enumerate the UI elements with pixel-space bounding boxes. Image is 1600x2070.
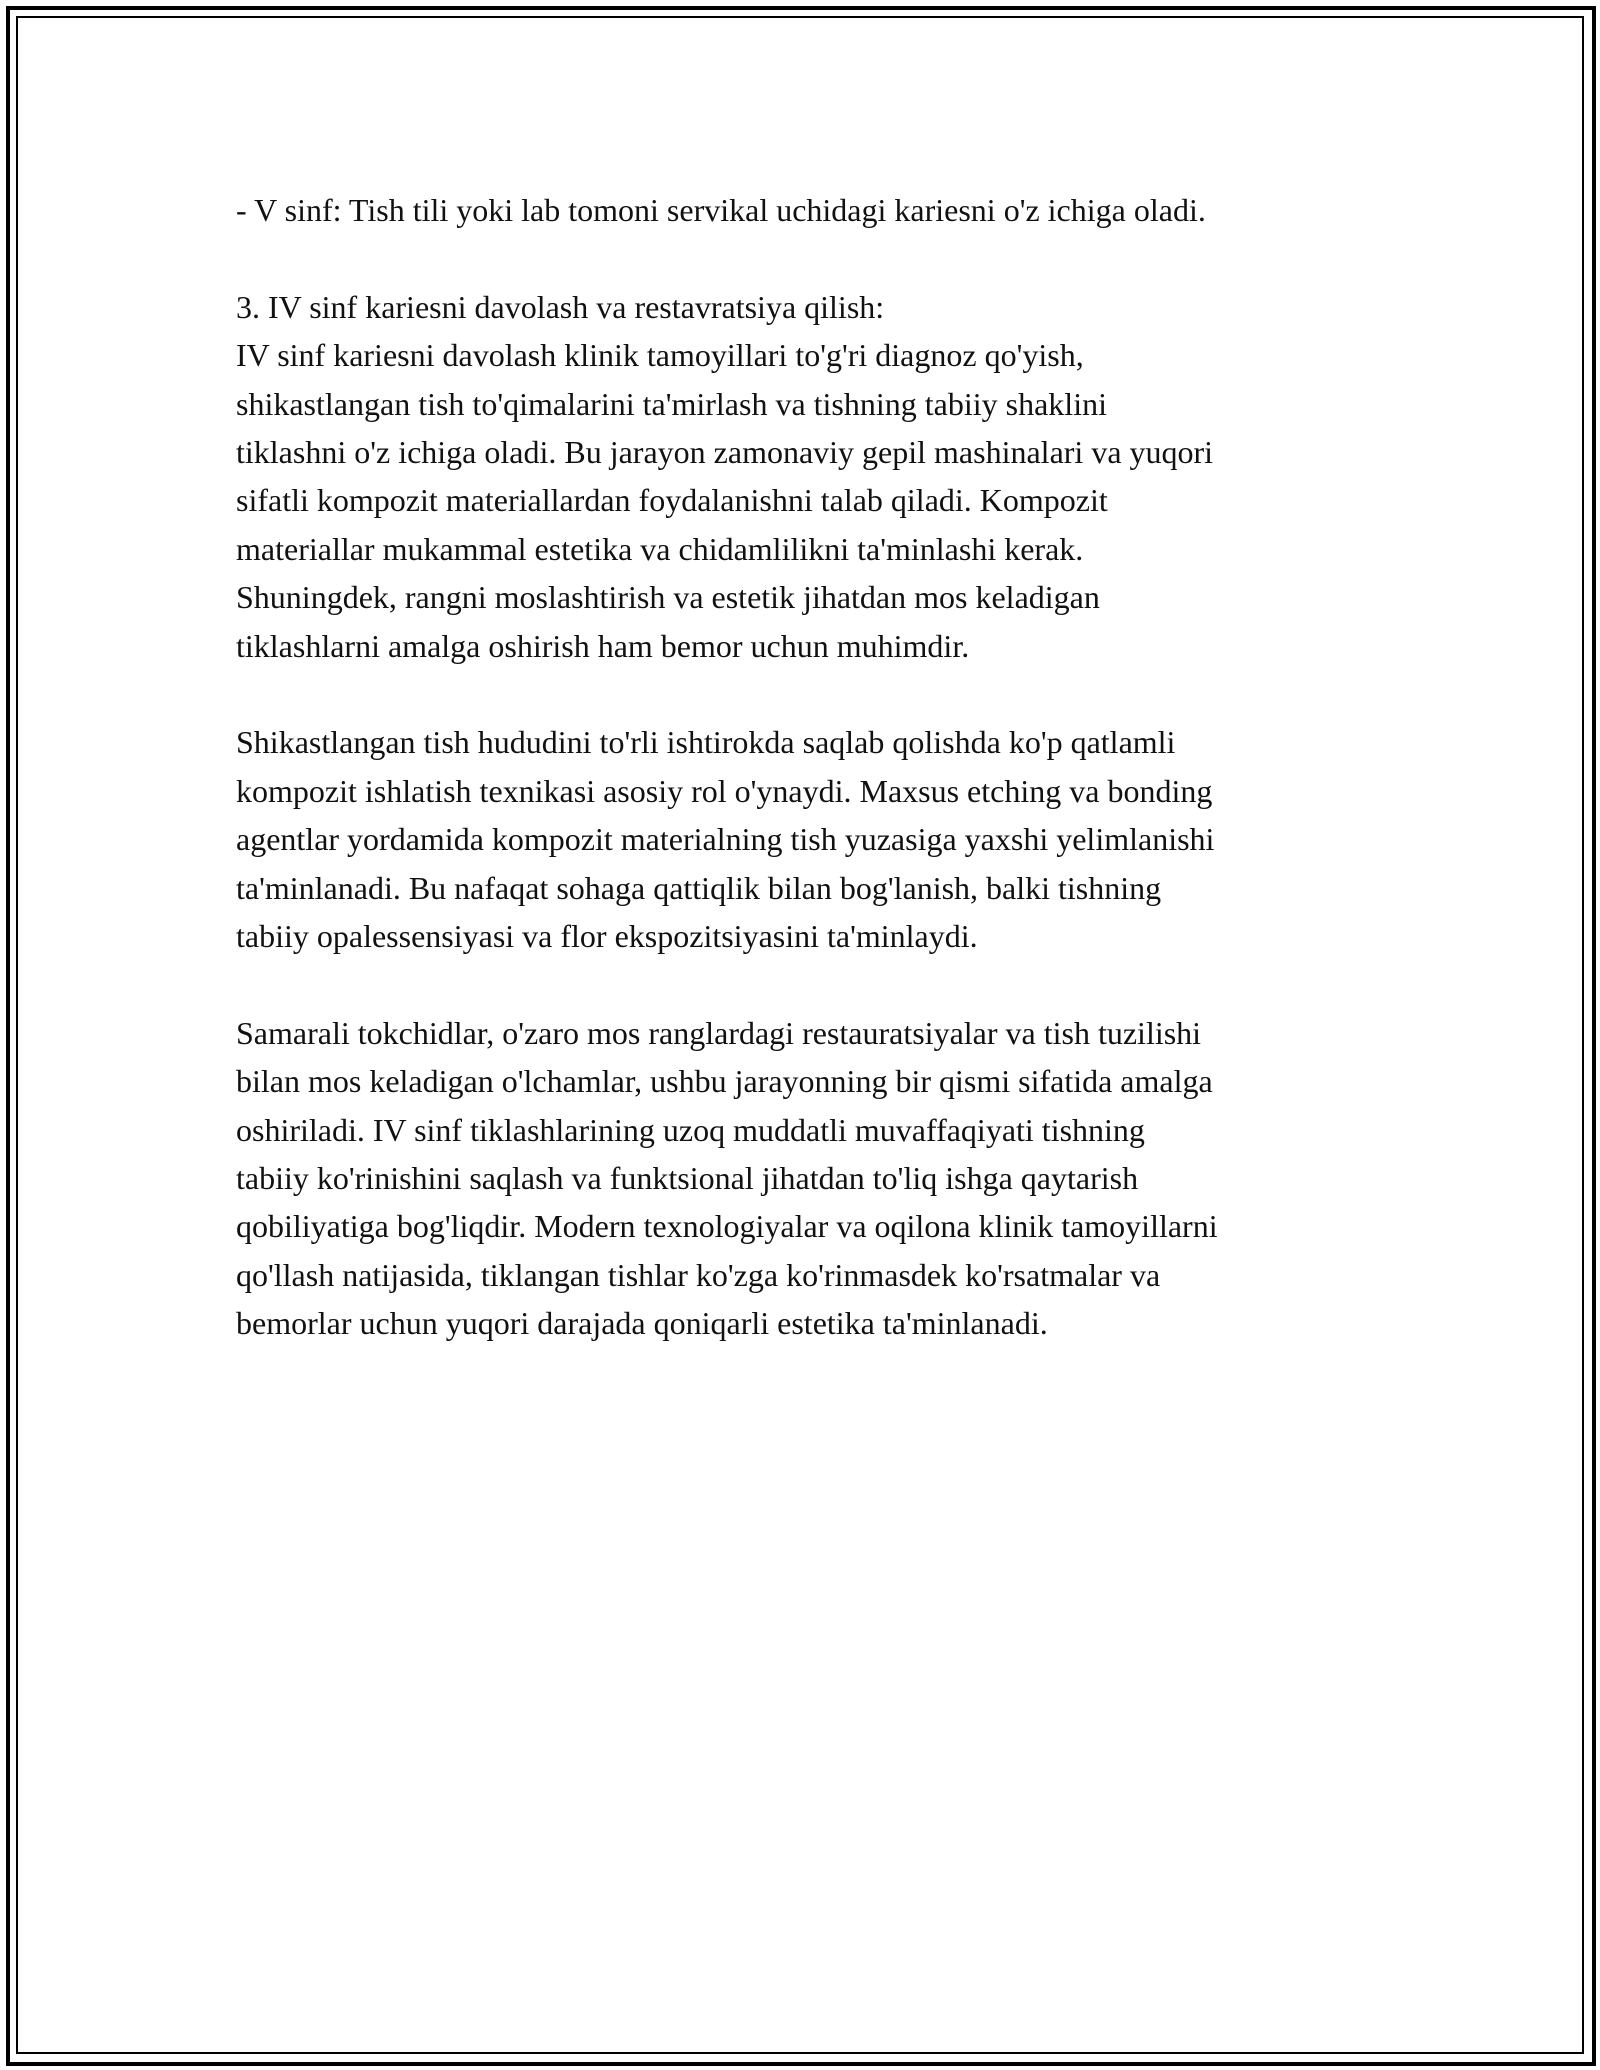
document-body <box>236 186 1386 1348</box>
paragraph-spacer <box>236 234 1386 282</box>
section-heading: 3. IV sinf kariesni davolash va restavratsiya qilish: <box>236 288 885 325</box>
paragraph-layering-technique: Shikastlangan tish hududini to'rli ishtirokda saqlab qolishda ko'p qatlamli kompozit ishlatish texnikasi asosiy rol o'ynaydi. Maxsus etching va bonding agentlar yordamida kompozit materialning tish yuzasiga yaxshi yelimlanishi ta'minlanadi. Bu nafaqat sohaga qattiqlik bilan bog'lanish, balki tishning tabiiy opalessensiyasi va flor ekspozitsiyasini ta'minlaydi. <box>236 724 1215 955</box>
paragraph-spacer <box>236 960 1386 1008</box>
paragraph-spacer <box>236 670 1386 718</box>
class-v-line: - V sinf: Tish tili yoki lab tomoni servikal uchidagi kariesni o'z ichiga oladi. <box>236 192 1206 228</box>
paragraph-long-term-success: Samarali tokchidlar, o'zaro mos ranglardagi restauratsiyalar va tish tuzilishi bilan mos keladigan o'lchamlar, ushbu jarayonning bir qismi sifatida amalga oshiriladi. IV sinf tiklashlarining uzoq muddatli muvaffaqiyati tishning tabiiy ko'rinishini saqlash va funktsional jihatdan to'liq ishga qaytarish qobiliyatiga bog'liqdir. Modern texnologiyalar va oqilona klinik tamoyillarni qo'llash natijasida, tiklangan tishlar ko'zga ko'rinmasdek ko'rsatmalar va bemorlar uchun yuqori darajada qoniqarli estetika ta'minlanadi. <box>236 1014 1218 1342</box>
paragraph-treatment-principles: IV sinf kariesni davolash klinik tamoyillari to'g'ri diagnoz qo'yish, shikastlangan tish to'qimalarini ta'mirlash va tishning tabiiy shaklini tiklashni o'z ichiga oladi. Bu jarayon zamonaviy gepil mashinalari va yuqori sifatli kompozit materiallardan foydalanishni talab qiladi. Kompozit materiallar mukammal estetika va chidamlilikni ta'minlashi kerak. Shuningdek, rangni moslashtirish va estetik jihatdan mos keladigan tiklashlarni amalga oshirish ham bemor uchun muhimdir. <box>236 337 1214 664</box>
